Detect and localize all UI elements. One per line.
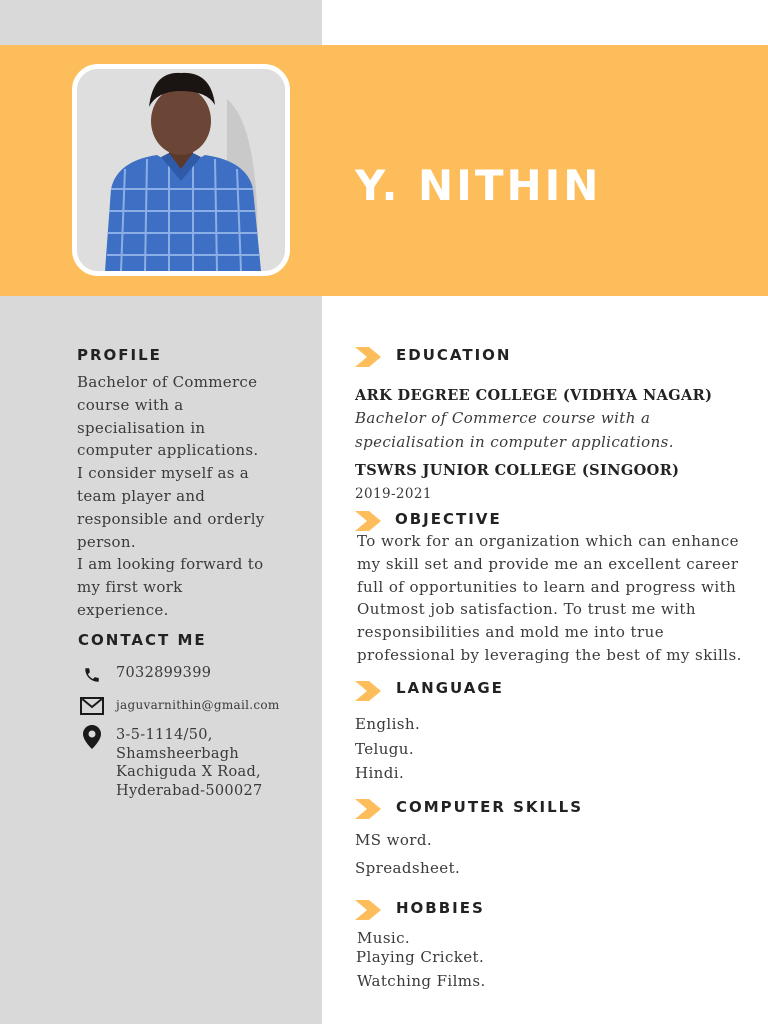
profile-line: I consider myself as a — [77, 464, 250, 483]
language-item: Hindi. — [355, 764, 405, 782]
contact-heading: CONTACT ME — [78, 631, 207, 649]
language-item: Telugu. — [355, 740, 415, 758]
objective-line: professional by leveraging the best of my skills. — [357, 645, 742, 664]
phone-icon — [80, 664, 104, 686]
chevron-right-icon — [355, 900, 381, 920]
hobby-item: Playing Cricket. — [356, 948, 485, 966]
location-pin-icon — [80, 726, 104, 748]
profile-line: person. — [77, 532, 136, 551]
profile-heading: PROFILE — [77, 346, 162, 364]
objective-line: my skill set and provide me an excellent career — [357, 554, 739, 573]
objective-line: To work for an organization which can enhance — [357, 532, 739, 550]
chevron-right-icon — [355, 511, 381, 531]
language-item: English. — [355, 715, 421, 733]
profile-line: I am looking forward to — [77, 555, 264, 574]
chevron-right-icon — [355, 681, 381, 701]
address-line: Hyderabad-500027 — [116, 782, 263, 799]
computer-skills-heading: COMPUTER SKILLS — [396, 798, 584, 816]
hobbies-heading: HOBBIES — [396, 899, 485, 917]
school-name: TSWRS JUNIOR COLLEGE (SINGOOR) — [355, 462, 680, 479]
candidate-name: Y. NITHIN — [355, 161, 602, 210]
chevron-right-icon — [355, 347, 381, 367]
profile-line: specialisation in — [77, 418, 206, 437]
profile-line: Bachelor of Commerce — [77, 373, 258, 391]
profile-line: experience. — [77, 600, 169, 619]
profile-line: my first work — [77, 578, 183, 597]
address-line: 3-5-1114/50, — [116, 727, 213, 743]
profile-text — [77, 371, 317, 622]
skill-item: Spreadsheet. — [355, 859, 461, 877]
contact-phone-row — [80, 664, 211, 686]
profile-line: computer applications. — [77, 441, 259, 460]
contact-email-row — [80, 695, 280, 717]
chevron-right-icon — [355, 799, 381, 819]
phone-number[interactable]: 7032899399 — [116, 665, 212, 681]
address-line: Shamsheerbagh — [116, 745, 239, 762]
profile-line: course with a — [77, 395, 184, 414]
school-description — [355, 407, 674, 454]
profile-line: responsible and orderly — [77, 509, 265, 528]
description-line: specialisation in computer applications. — [355, 432, 674, 451]
objective-line: full of opportunities to learn and progress with — [357, 577, 737, 596]
education-heading: EDUCATION — [396, 346, 512, 364]
school-name: ARK DEGREE COLLEGE (VIDHYA NAGAR) — [355, 387, 713, 404]
hobby-item: Music. — [357, 929, 411, 947]
address-line: Kachiguda X Road, — [116, 764, 261, 780]
objective-line: responsibilities and mold me into true — [357, 623, 665, 642]
school-years: 2019-2021 — [355, 486, 432, 502]
profile-photo — [72, 64, 290, 276]
email-address[interactable]: jaguvarnithin@gmail.com — [116, 698, 280, 712]
description-line: Bachelor of Commerce course with a — [355, 409, 651, 427]
contact-address-row — [80, 726, 263, 800]
language-heading: LANGUAGE — [396, 679, 504, 697]
person-illustration — [77, 69, 285, 271]
objective-text — [357, 530, 765, 667]
profile-line: team player and — [77, 486, 206, 505]
address — [116, 726, 263, 800]
skill-item: MS word. — [355, 831, 433, 849]
hobby-item: Watching Films. — [357, 972, 486, 990]
objective-heading: OBJECTIVE — [395, 510, 502, 528]
objective-line: Outmost job satisfaction. To trust me with — [357, 600, 696, 619]
envelope-icon — [80, 695, 104, 717]
